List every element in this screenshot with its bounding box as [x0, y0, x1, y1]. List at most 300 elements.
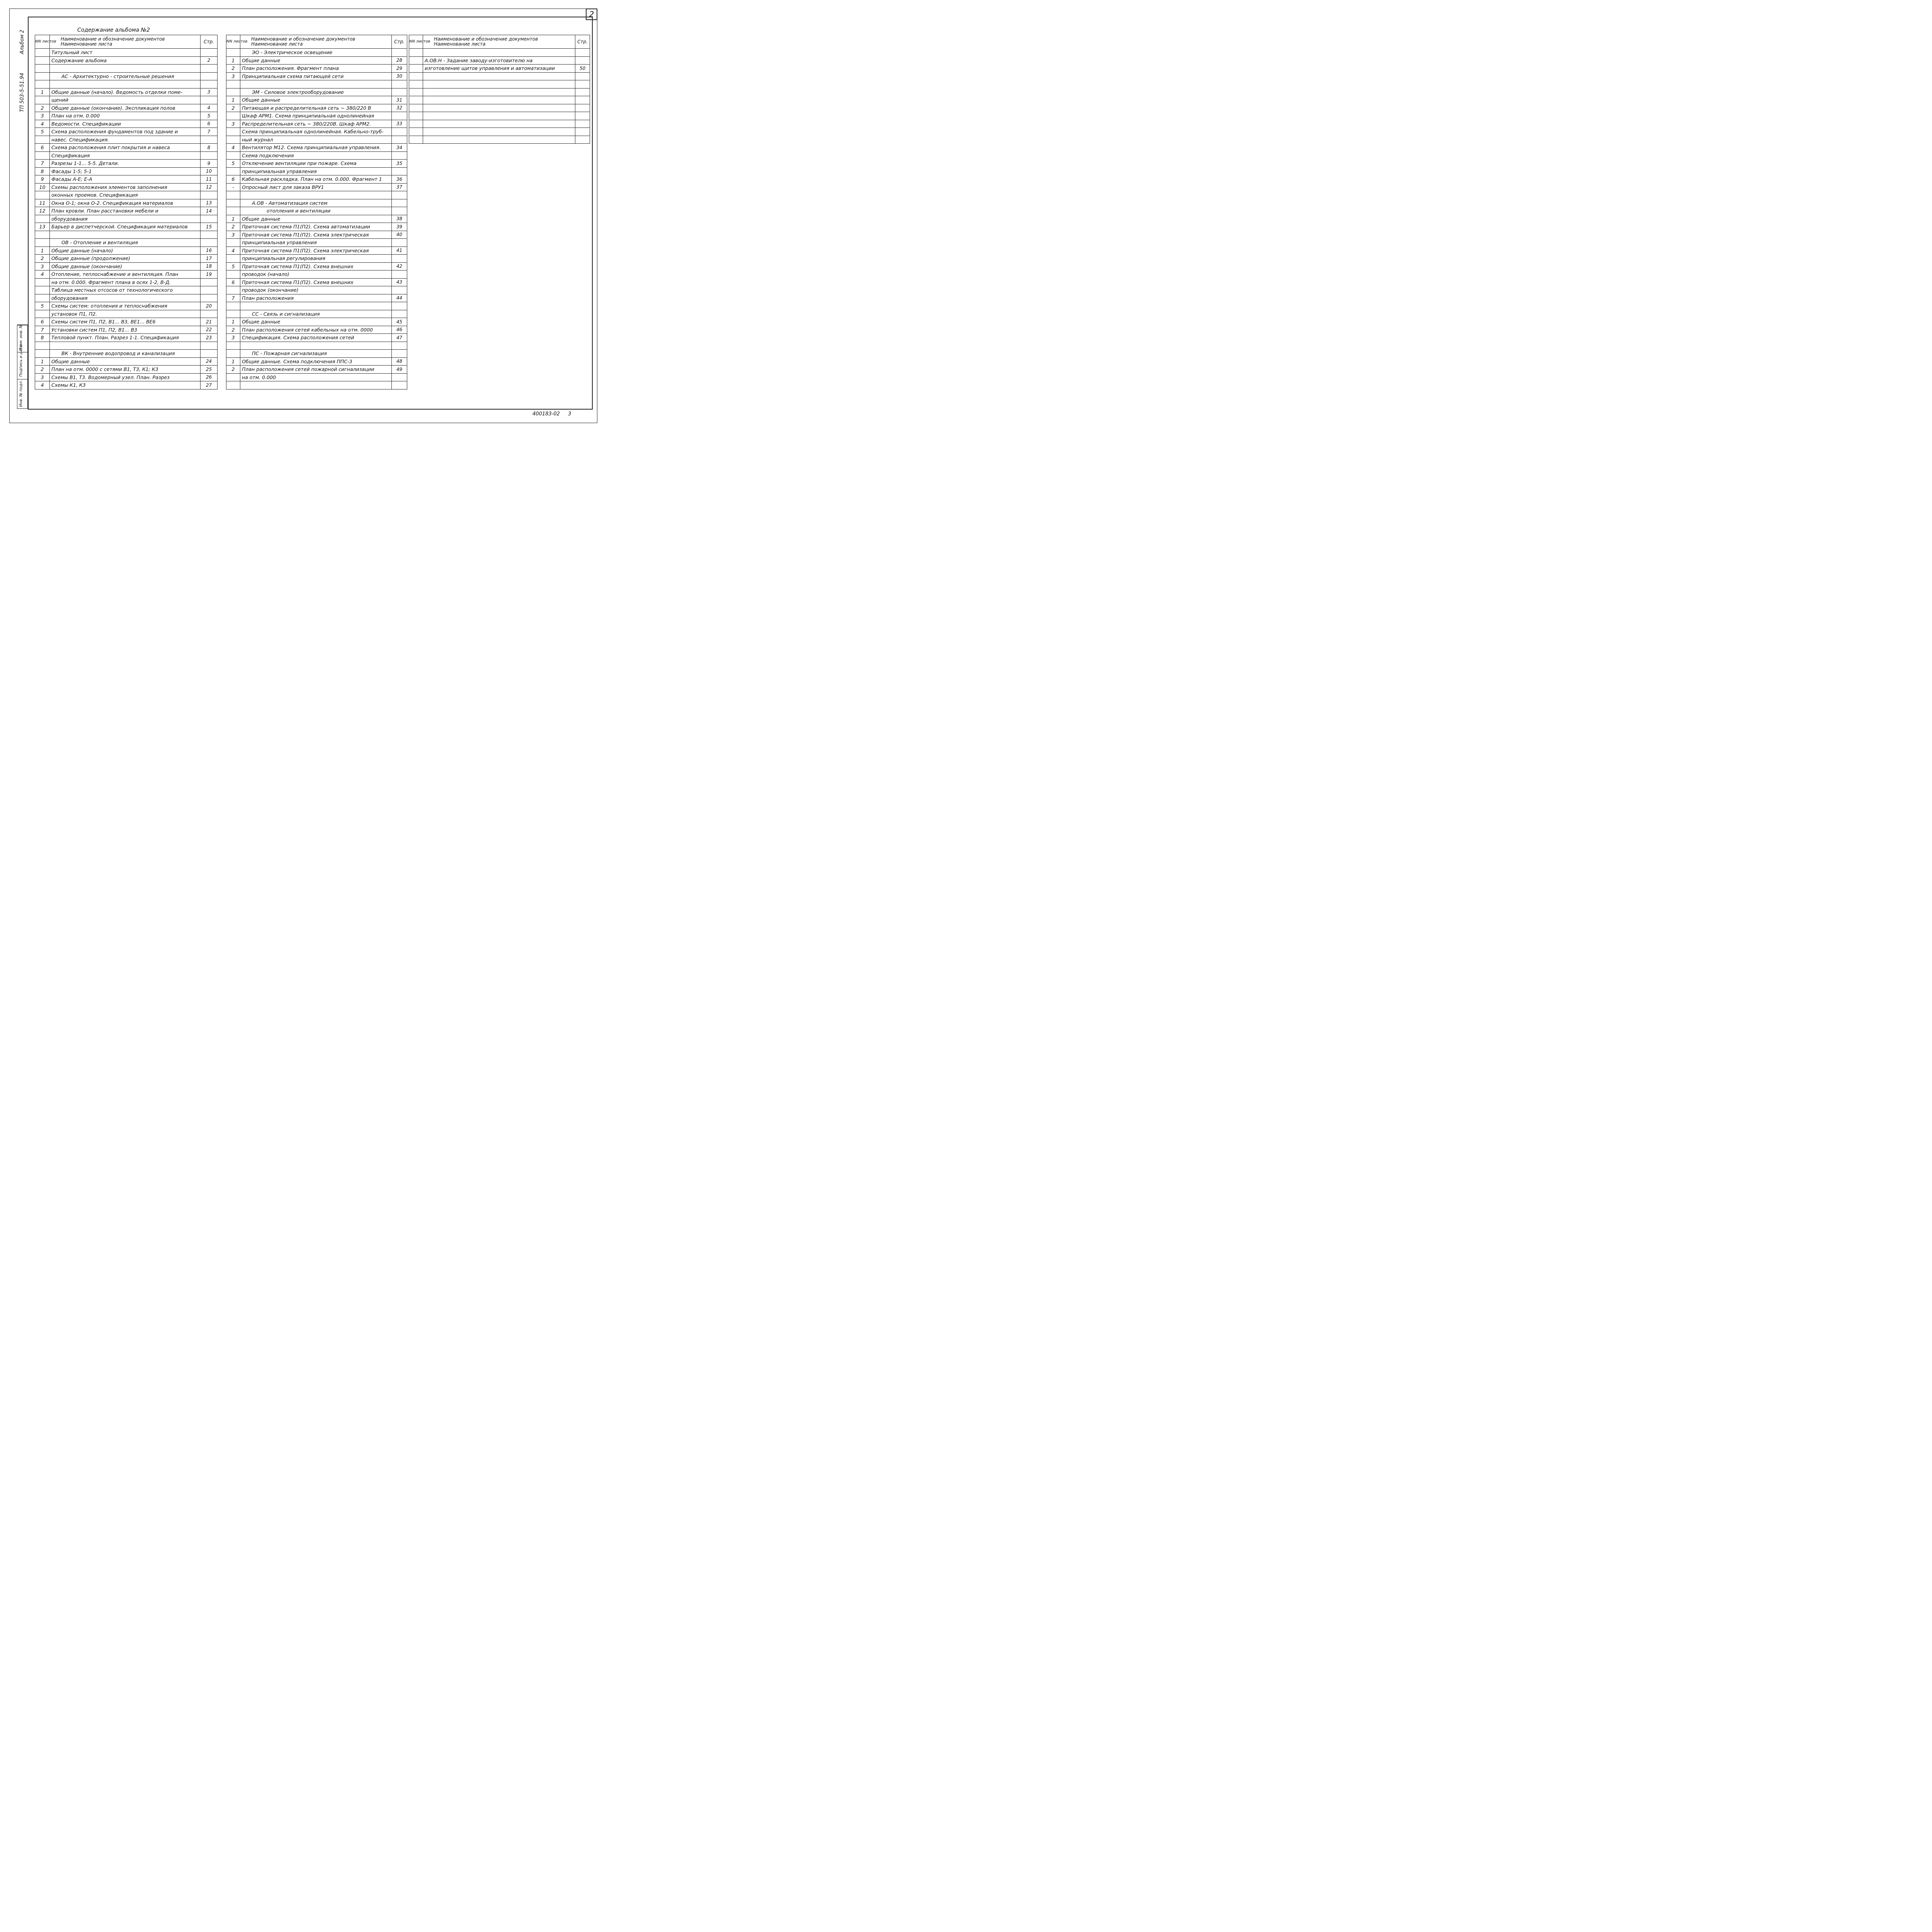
table-row — [35, 128, 218, 136]
table-row — [35, 278, 218, 286]
table-row — [35, 207, 218, 215]
sheet-number-cell: 2 — [35, 255, 50, 263]
table-row — [226, 239, 407, 247]
header-nn: NN листов — [35, 35, 50, 49]
table-row — [226, 167, 407, 175]
document-name-cell — [423, 120, 575, 128]
sheet-number-cell — [226, 255, 240, 263]
table-row — [409, 49, 590, 57]
document-name-cell: Фасады 1-5; 5-1 — [50, 167, 201, 175]
table-row — [35, 175, 218, 184]
table-row — [226, 318, 407, 326]
table-row — [226, 144, 407, 152]
sheet-number-cell: 10 — [35, 183, 50, 191]
sheet-number-cell: 4 — [35, 120, 50, 128]
sheet-number-cell: 7 — [35, 326, 50, 334]
sheet-number-cell: 3 — [35, 262, 50, 270]
table-row — [226, 88, 407, 96]
page-cell — [201, 191, 218, 199]
sheet-number-cell: 12 — [35, 207, 50, 215]
table-row — [35, 112, 218, 120]
document-name-cell: Схемы систем: отопления и теплоснабжения — [50, 302, 201, 310]
table-row — [35, 326, 218, 334]
document-name-cell: План расположения. Фрагмент плана — [240, 65, 392, 73]
page-cell: 39 — [392, 223, 407, 231]
sheet-number-cell: 3 — [226, 72, 240, 80]
sheet-number-cell: 1 — [226, 357, 240, 366]
page-cell: 36 — [392, 175, 407, 184]
document-name-cell: План кровли. План расстановки мебели и — [50, 207, 201, 215]
table-row — [409, 112, 590, 120]
page-cell — [392, 255, 407, 263]
sheet-number-cell: 2 — [226, 104, 240, 112]
page-cell — [575, 128, 590, 136]
page-cell: 16 — [201, 247, 218, 255]
page-cell: 30 — [392, 72, 407, 80]
document-name-cell — [240, 381, 392, 389]
table-row — [409, 65, 590, 73]
table-row — [35, 215, 218, 223]
page-cell: 41 — [392, 247, 407, 255]
table-row — [35, 199, 218, 207]
page-cell: 33 — [392, 120, 407, 128]
page-cell — [392, 128, 407, 136]
sheet-number-cell — [226, 88, 240, 96]
table-row — [35, 270, 218, 279]
table-row — [226, 56, 407, 65]
page-cell: 11 — [201, 175, 218, 184]
document-name-cell: Спецификация — [50, 151, 201, 160]
table-row — [226, 286, 407, 294]
page-cell: 25 — [201, 366, 218, 374]
footer-number: 3 — [568, 411, 571, 417]
page-cell — [575, 80, 590, 88]
sheet-number-cell: 6 — [226, 175, 240, 184]
sheet-number-cell: 5 — [35, 302, 50, 310]
sheet-number-cell — [226, 80, 240, 88]
page-cell — [575, 136, 590, 144]
table-row — [226, 342, 407, 350]
stamp-label-sign: Подпись и дата — [19, 345, 23, 377]
page-cell — [201, 215, 218, 223]
page-title: Содержание альбома №2 — [77, 27, 150, 33]
document-name-cell: Приточная система П1(П2). Схема внешних — [240, 262, 392, 270]
document-name-cell: Приточная система П1(П2). Схема электрическая — [240, 231, 392, 239]
table-row — [226, 104, 407, 112]
sheet-number-cell — [226, 270, 240, 279]
page-cell: 17 — [201, 255, 218, 263]
document-name-cell — [240, 80, 392, 88]
table-row — [35, 223, 218, 231]
table-row — [226, 223, 407, 231]
page-cell — [575, 56, 590, 65]
page-cell — [201, 151, 218, 160]
table-row — [226, 151, 407, 160]
document-name-cell: Общие данные — [240, 318, 392, 326]
page-cell: 8 — [201, 144, 218, 152]
page-cell: 2 — [201, 56, 218, 65]
table-row — [35, 262, 218, 270]
document-name-cell: Спецификация. Схема расположения сетей — [240, 334, 392, 342]
page-cell — [392, 239, 407, 247]
sheet-number-cell — [35, 294, 50, 302]
page-cell: 23 — [201, 334, 218, 342]
page-cell — [575, 88, 590, 96]
sheet-number-cell: 1 — [226, 96, 240, 104]
sheet-number-cell — [35, 239, 50, 247]
table-row — [226, 136, 407, 144]
table-row — [35, 366, 218, 374]
document-name-cell: Кабельная раскладка. План на отм. 0.000. Фрагмент 1 — [240, 175, 392, 184]
sheet-number-cell — [226, 167, 240, 175]
sheet-number-cell — [35, 286, 50, 294]
document-name-cell: навес. Спецификация. — [50, 136, 201, 144]
document-name-cell: Схема расположения плит покрытия и навеса — [50, 144, 201, 152]
table-row — [35, 160, 218, 168]
table-row — [35, 294, 218, 302]
table-row — [35, 104, 218, 112]
table-row — [226, 270, 407, 279]
table-row — [35, 151, 218, 160]
table-row — [35, 136, 218, 144]
table-row — [226, 366, 407, 374]
table-row — [35, 80, 218, 88]
page-cell — [392, 191, 407, 199]
sheet-number-cell: 2 — [226, 326, 240, 334]
table-row — [35, 350, 218, 358]
stamp-label-inv: Инв. № подл. — [19, 380, 23, 407]
page-cell — [392, 350, 407, 358]
document-name-cell: Общие данные (окончание) — [50, 262, 201, 270]
table-row — [35, 373, 218, 381]
sheet-number-cell — [226, 350, 240, 358]
table-row — [226, 357, 407, 366]
sheet-number-cell: 3 — [35, 112, 50, 120]
table-row — [409, 80, 590, 88]
page-cell — [392, 112, 407, 120]
document-name-cell: проводок (окончание) — [240, 286, 392, 294]
document-name-cell — [50, 342, 201, 350]
sheet-number-cell: 8 — [35, 334, 50, 342]
table-row — [35, 88, 218, 96]
sheet-number-cell: 2 — [226, 223, 240, 231]
sheet-number-cell: 1 — [35, 357, 50, 366]
page-cell: 3 — [201, 88, 218, 96]
sheet-number-cell — [226, 49, 240, 57]
page-cell — [201, 310, 218, 318]
document-name-cell — [423, 49, 575, 57]
sheet-number: 2 — [586, 9, 597, 20]
table-row — [35, 239, 218, 247]
document-name-cell: Отопление, теплоснабжение и вентиляция. План — [50, 270, 201, 279]
sheet-number-cell: 4 — [35, 381, 50, 389]
sheet-number-cell — [35, 215, 50, 223]
page-cell: 5 — [201, 112, 218, 120]
document-name-cell — [423, 72, 575, 80]
sheet-number-cell: 5 — [226, 262, 240, 270]
document-name-cell: принципиальная управления — [240, 239, 392, 247]
sheet-number-cell — [35, 96, 50, 104]
document-name-cell — [423, 88, 575, 96]
page-cell: 45 — [392, 318, 407, 326]
page-cell: 50 — [575, 65, 590, 73]
document-name-cell: А.ОВ.Н - Задание заводу-изготовителю на — [423, 56, 575, 65]
table-row — [226, 160, 407, 168]
page-cell: 20 — [201, 302, 218, 310]
page-cell: 10 — [201, 167, 218, 175]
sheet-number-cell: - — [226, 183, 240, 191]
page-cell: 49 — [392, 366, 407, 374]
document-name-cell: План расположения сетей кабельных на отм. 0000 — [240, 326, 392, 334]
table-row — [226, 334, 407, 342]
table-row — [226, 96, 407, 104]
document-name-cell: Разрезы 1-1... 5-5. Детали. — [50, 160, 201, 168]
table-row — [35, 56, 218, 65]
document-name-cell: План расположения — [240, 294, 392, 302]
sheet-number-cell — [226, 136, 240, 144]
table-row — [226, 294, 407, 302]
sheet-number-cell — [35, 191, 50, 199]
document-name-cell: Общие данные — [240, 215, 392, 223]
page-cell: 42 — [392, 262, 407, 270]
document-name-cell — [423, 96, 575, 104]
sheet-number-cell — [409, 136, 423, 144]
page-cell: 15 — [201, 223, 218, 231]
header-nn: NN листов — [409, 35, 423, 49]
page-cell: 6 — [201, 120, 218, 128]
sheet-number-cell — [35, 350, 50, 358]
document-name-cell — [423, 104, 575, 112]
sheet-number-cell: 4 — [226, 247, 240, 255]
document-name-cell: Общие данные (начало). Ведомость отделки поме- — [50, 88, 201, 96]
sheet-number-cell — [226, 199, 240, 207]
document-name-cell: Отключение вентиляции при пожаре. Схема — [240, 160, 392, 168]
header-page: Стр. — [575, 35, 590, 49]
sheet-number-cell: 1 — [226, 215, 240, 223]
sheet-number-cell: 3 — [226, 334, 240, 342]
page-cell — [575, 49, 590, 57]
table-row — [35, 120, 218, 128]
document-name-cell — [423, 136, 575, 144]
sheet-number-cell — [409, 65, 423, 73]
sheet-number-cell — [226, 151, 240, 160]
table-row — [35, 381, 218, 389]
sheet-number-cell — [409, 104, 423, 112]
sheet-number-cell: 2 — [226, 65, 240, 73]
sheet-number-cell: 5 — [226, 160, 240, 168]
document-name-cell: Принципиальная схема питающей сети — [240, 72, 392, 80]
document-name-cell: ЭМ - Силовое электрооборудование — [240, 88, 392, 96]
document-name-cell: ОВ - Отопление и вентиляция — [50, 239, 201, 247]
sheet-number-cell — [409, 49, 423, 57]
table-header — [409, 35, 590, 49]
table-row — [226, 199, 407, 207]
document-name-cell — [423, 80, 575, 88]
document-name-cell — [50, 231, 201, 239]
footer-code: 400183-02 — [532, 411, 560, 417]
document-name-cell: Фасады А-Е; Е-А — [50, 175, 201, 184]
sheet-number-cell — [409, 56, 423, 65]
page-cell — [201, 231, 218, 239]
page-cell: 40 — [392, 231, 407, 239]
sheet-number-cell — [35, 231, 50, 239]
document-name-cell: Схема принципиальная однолинейная. Кабельно-труб- — [240, 128, 392, 136]
table-row — [226, 72, 407, 80]
page-cell — [201, 342, 218, 350]
page-cell — [392, 286, 407, 294]
page-cell: 29 — [392, 65, 407, 73]
document-name-cell — [240, 191, 392, 199]
page-cell — [392, 199, 407, 207]
page-cell — [392, 88, 407, 96]
document-name-cell: Содержание альбома — [50, 56, 201, 65]
document-name-cell: Общие данные (начало) — [50, 247, 201, 255]
toc-table-2 — [226, 35, 407, 389]
page-cell — [575, 112, 590, 120]
page-cell — [575, 72, 590, 80]
page-cell — [392, 80, 407, 88]
sheet-number-cell — [226, 286, 240, 294]
table-row — [409, 120, 590, 128]
sheet-number-cell — [226, 128, 240, 136]
table-row — [35, 310, 218, 318]
page-cell — [392, 310, 407, 318]
sheet-number-cell — [226, 302, 240, 310]
document-name-cell: Общие данные — [50, 357, 201, 366]
document-name-cell: принципиальная управления — [240, 167, 392, 175]
sheet-number-cell: 7 — [226, 294, 240, 302]
page-cell — [392, 342, 407, 350]
page-cell: 32 — [392, 104, 407, 112]
table-row — [35, 231, 218, 239]
table-row — [226, 310, 407, 318]
approval-stamp — [17, 325, 28, 409]
page-cell: 48 — [392, 357, 407, 366]
document-name-cell — [423, 112, 575, 120]
page-cell — [201, 72, 218, 80]
table-row — [35, 302, 218, 310]
header-nn: NN листов — [226, 35, 240, 49]
page-cell: 37 — [392, 183, 407, 191]
table-row — [35, 65, 218, 73]
document-name-cell: А.ОВ - Автоматизация систем — [240, 199, 392, 207]
sheet-number-cell — [226, 373, 240, 381]
table-row — [35, 96, 218, 104]
sheet-number-cell: 4 — [226, 144, 240, 152]
document-name-cell: Питающая и распределительная сеть ~ 380/220 В — [240, 104, 392, 112]
page-cell: 4 — [201, 104, 218, 112]
document-name-cell: ВК - Внутренние водопровод и канализация — [50, 350, 201, 358]
table-row — [226, 278, 407, 286]
sheet-number-cell: 9 — [35, 175, 50, 184]
sheet-number-cell: 1 — [226, 56, 240, 65]
table-row — [226, 175, 407, 184]
sheet-number-cell: 1 — [35, 88, 50, 96]
page-cell: 19 — [201, 270, 218, 279]
sheet-number-cell — [409, 128, 423, 136]
page-cell: 43 — [392, 278, 407, 286]
table-row — [35, 334, 218, 342]
document-name-cell: СС - Связь и сигнализация — [240, 310, 392, 318]
stamp-label-replace: Взам. инв. № — [19, 324, 23, 350]
sheet-number-cell: 6 — [226, 278, 240, 286]
table-row — [226, 231, 407, 239]
document-name-cell: Шкаф АРМ1. Схема принципиальная однолинейная — [240, 112, 392, 120]
table-row — [226, 183, 407, 191]
document-name-cell: принципиальная регулирования — [240, 255, 392, 263]
table-row — [226, 191, 407, 199]
page-cell: 28 — [392, 56, 407, 65]
document-name-cell: ПС - Пожарная сигнализация — [240, 350, 392, 358]
document-name-cell: План на отм. 0000 с сетями В1, Т3, К1; К3 — [50, 366, 201, 374]
document-name-cell: Приточная система П1(П2). Схема электрическая — [240, 247, 392, 255]
page-cell: 9 — [201, 160, 218, 168]
table-row — [226, 65, 407, 73]
page-cell — [201, 80, 218, 88]
sheet-number-cell: 11 — [35, 199, 50, 207]
page-cell — [392, 373, 407, 381]
table-row — [226, 247, 407, 255]
table-row — [35, 357, 218, 366]
sheet-number-cell — [226, 207, 240, 215]
document-name-cell: Схемы систем П1, П2, В1... В3, ВЕ1... ВЕ6 — [50, 318, 201, 326]
document-name-cell: Общие данные — [240, 96, 392, 104]
table-header — [35, 35, 218, 49]
table-row — [226, 255, 407, 263]
page-cell: 27 — [201, 381, 218, 389]
toc-table-1 — [35, 35, 218, 389]
document-name-cell: ный журнал — [240, 136, 392, 144]
document-name-cell: Таблица местных отсосов от технологического — [50, 286, 201, 294]
sheet-number-cell — [409, 96, 423, 104]
table-row — [35, 247, 218, 255]
sheet-number-cell: 1 — [226, 318, 240, 326]
page-cell: 22 — [201, 326, 218, 334]
table-row — [226, 381, 407, 389]
page-cell — [201, 65, 218, 73]
page-cell: 46 — [392, 326, 407, 334]
document-name-cell: Схемы расположения элементов заполнения — [50, 183, 201, 191]
sheet-number-cell: 1 — [35, 247, 50, 255]
sheet-number-cell — [226, 112, 240, 120]
page-cell — [201, 286, 218, 294]
page-cell: 12 — [201, 183, 218, 191]
table-row — [409, 128, 590, 136]
sheet-number-cell — [409, 88, 423, 96]
sheet-number-cell — [35, 310, 50, 318]
sheet-number-cell — [35, 56, 50, 65]
sheet-number-cell — [409, 120, 423, 128]
page-cell — [392, 270, 407, 279]
sheet-number-cell: 6 — [35, 318, 50, 326]
sheet-number-cell — [35, 49, 50, 57]
table-row — [226, 128, 407, 136]
document-name-cell: Схема расположения фундаментов под здание и — [50, 128, 201, 136]
table-row — [226, 326, 407, 334]
table-row — [226, 80, 407, 88]
page-cell: 31 — [392, 96, 407, 104]
document-name-cell: Ведомости. Спецификации — [50, 120, 201, 128]
table-row — [226, 215, 407, 223]
document-name-cell: проводок (начало) — [240, 270, 392, 279]
document-name-cell — [240, 302, 392, 310]
table-row — [35, 167, 218, 175]
page-cell — [201, 96, 218, 104]
document-name-cell: Барьер в диспетчерской. Спецификация материалов — [50, 223, 201, 231]
document-name-cell — [50, 80, 201, 88]
page-cell: 13 — [201, 199, 218, 207]
document-name-cell: План на отм. 0.000 — [50, 112, 201, 120]
